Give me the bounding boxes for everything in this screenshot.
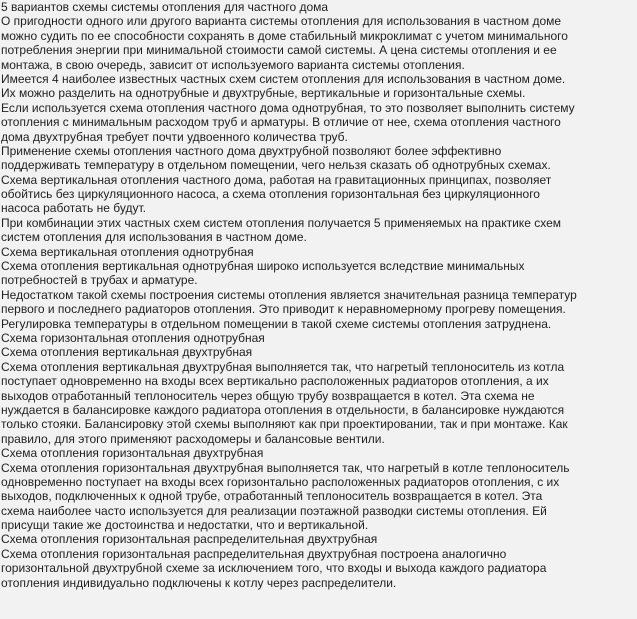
text-line: Если используется схема отопления частного дома однотрубная, то это позволяет выполнить систему — [1, 100, 575, 115]
section-heading: Схема отопления горизонтальная двухтрубная — [1, 446, 264, 461]
text-line: Схема отопления горизонтальная распределительная двухтрубная построена аналогично — [1, 546, 507, 561]
text-line: Регулировка температуры в отдельном помещении в такой схеме системы отопления затруднена. — [1, 316, 552, 331]
text-line: насоса работать не будут. — [1, 201, 146, 216]
text-line: Схема отопления вертикальная однотрубная широко используется вследствие минимальных — [1, 259, 525, 274]
text-line: только стояки. Балансировку этой схемы выполняют как при проектировании, так и при монтаже. Как — [1, 417, 568, 432]
text-line: поддерживать температуру в отдельном помещении, чего нельзя сказать об однотрубных схемах. — [1, 158, 551, 173]
section-heading: Схема отопления вертикальная двухтрубная — [1, 345, 253, 360]
text-line: выходов отработанный теплоноситель через общую трубу возвращается в котел. Эта схема не — [1, 388, 535, 403]
text-line: Применение схемы отопления частного дома двухтрубной позволяют более эффективно — [1, 143, 502, 158]
text-line: выходов, подключенных к одной трубе, отработанный теплоноситель возвращается в котел. Эта — [1, 489, 543, 504]
text-line: Схема отопления вертикальная двухтрубная выполняется так, что нагретый теплоноситель из котла — [1, 359, 565, 374]
text-line: систем отопления для использования в частном доме. — [1, 230, 307, 245]
text-line: потребностей в трубах и арматуре. — [1, 273, 198, 288]
text-line: потребления энергии при минимальной стоимости самой системы. А цена системы отопления и ее — [1, 43, 557, 58]
section-heading: Схема горизонтальная отопления однотрубная — [1, 330, 265, 345]
document-title: 5 вариантов схемы системы отопления для частного дома — [1, 0, 329, 14]
text-line: нуждается в балансировке каждого радиатора отопления в отдельности, в балансировке нуждаются — [1, 402, 565, 417]
text-line: можно судить по ее способности сохранять в доме стабильный микроклимат с учетом минимального — [1, 28, 568, 43]
text-line: При комбинации этих частных схем систем отопления получается 5 применяемых на практике схем — [1, 215, 561, 230]
text-line: О пригодности одного или другого варианта системы отопления для использования в частном доме — [1, 14, 562, 29]
text-line: дома двухтрубная требует почти удвоенного количества труб. — [1, 129, 348, 144]
text-line: одновременно поступает на входы всех горизонтально расположенных радиаторов отопления, с их — [1, 474, 560, 489]
text-line: Схема вертикальная отопления частного дома, работая на гравитационных принципах, позволяет — [1, 172, 552, 187]
text-line: монтажа, в свою очередь, зависит от используемого варианта системы отопления. — [1, 57, 465, 72]
text-line: Недостатком такой схемы построения системы отопления является значительная разница температур — [1, 287, 577, 302]
text-line: горизонтальной двухтрубной схеме за исключением того, что входы и выхода каждого радиатора — [1, 561, 547, 576]
text-line: схема наиболее часто используется для реализации поэтажной разводки системы отопления. Ей — [1, 503, 547, 518]
text-line: отопления с минимальным расходом труб и арматуры. В отличие от нее, схема отопления частного — [1, 115, 561, 130]
text-line: присущи такие же достоинства и недостатки, что и вертикальной. — [1, 518, 369, 533]
text-line: Имеется 4 наиболее известных частных схем систем отопления для использования в частном доме. — [1, 71, 566, 86]
text-line: отопления индивидуально подключены к котлу через распределители. — [1, 575, 397, 590]
section-heading: Схема вертикальная отопления однотрубная — [1, 244, 254, 259]
text-line: Их можно разделить на однотрубные и двухтрубные, вертикальные и горизонтальные схемы. — [1, 86, 526, 101]
text-line: первого и последнего радиаторов отопления. Это приводит к неравномерному прогреву помещения. — [1, 302, 566, 317]
text-line: обойтись без циркуляционного насоса, а схема отопления горизонтальная без циркуляционного — [1, 187, 540, 202]
section-heading: Схема отопления горизонтальная распределительная двухтрубная — [1, 532, 378, 547]
text-line: поступает одновременно на входы всех вертикально расположенных радиаторов отопления, а их — [1, 374, 549, 389]
text-line: Схема отопления горизонтальная двухтрубная выполняется так, что нагретый в котле теплоноситель — [1, 460, 570, 475]
text-line: правило, для этого применяют расходомеры и балансовые вентили. — [1, 431, 385, 446]
